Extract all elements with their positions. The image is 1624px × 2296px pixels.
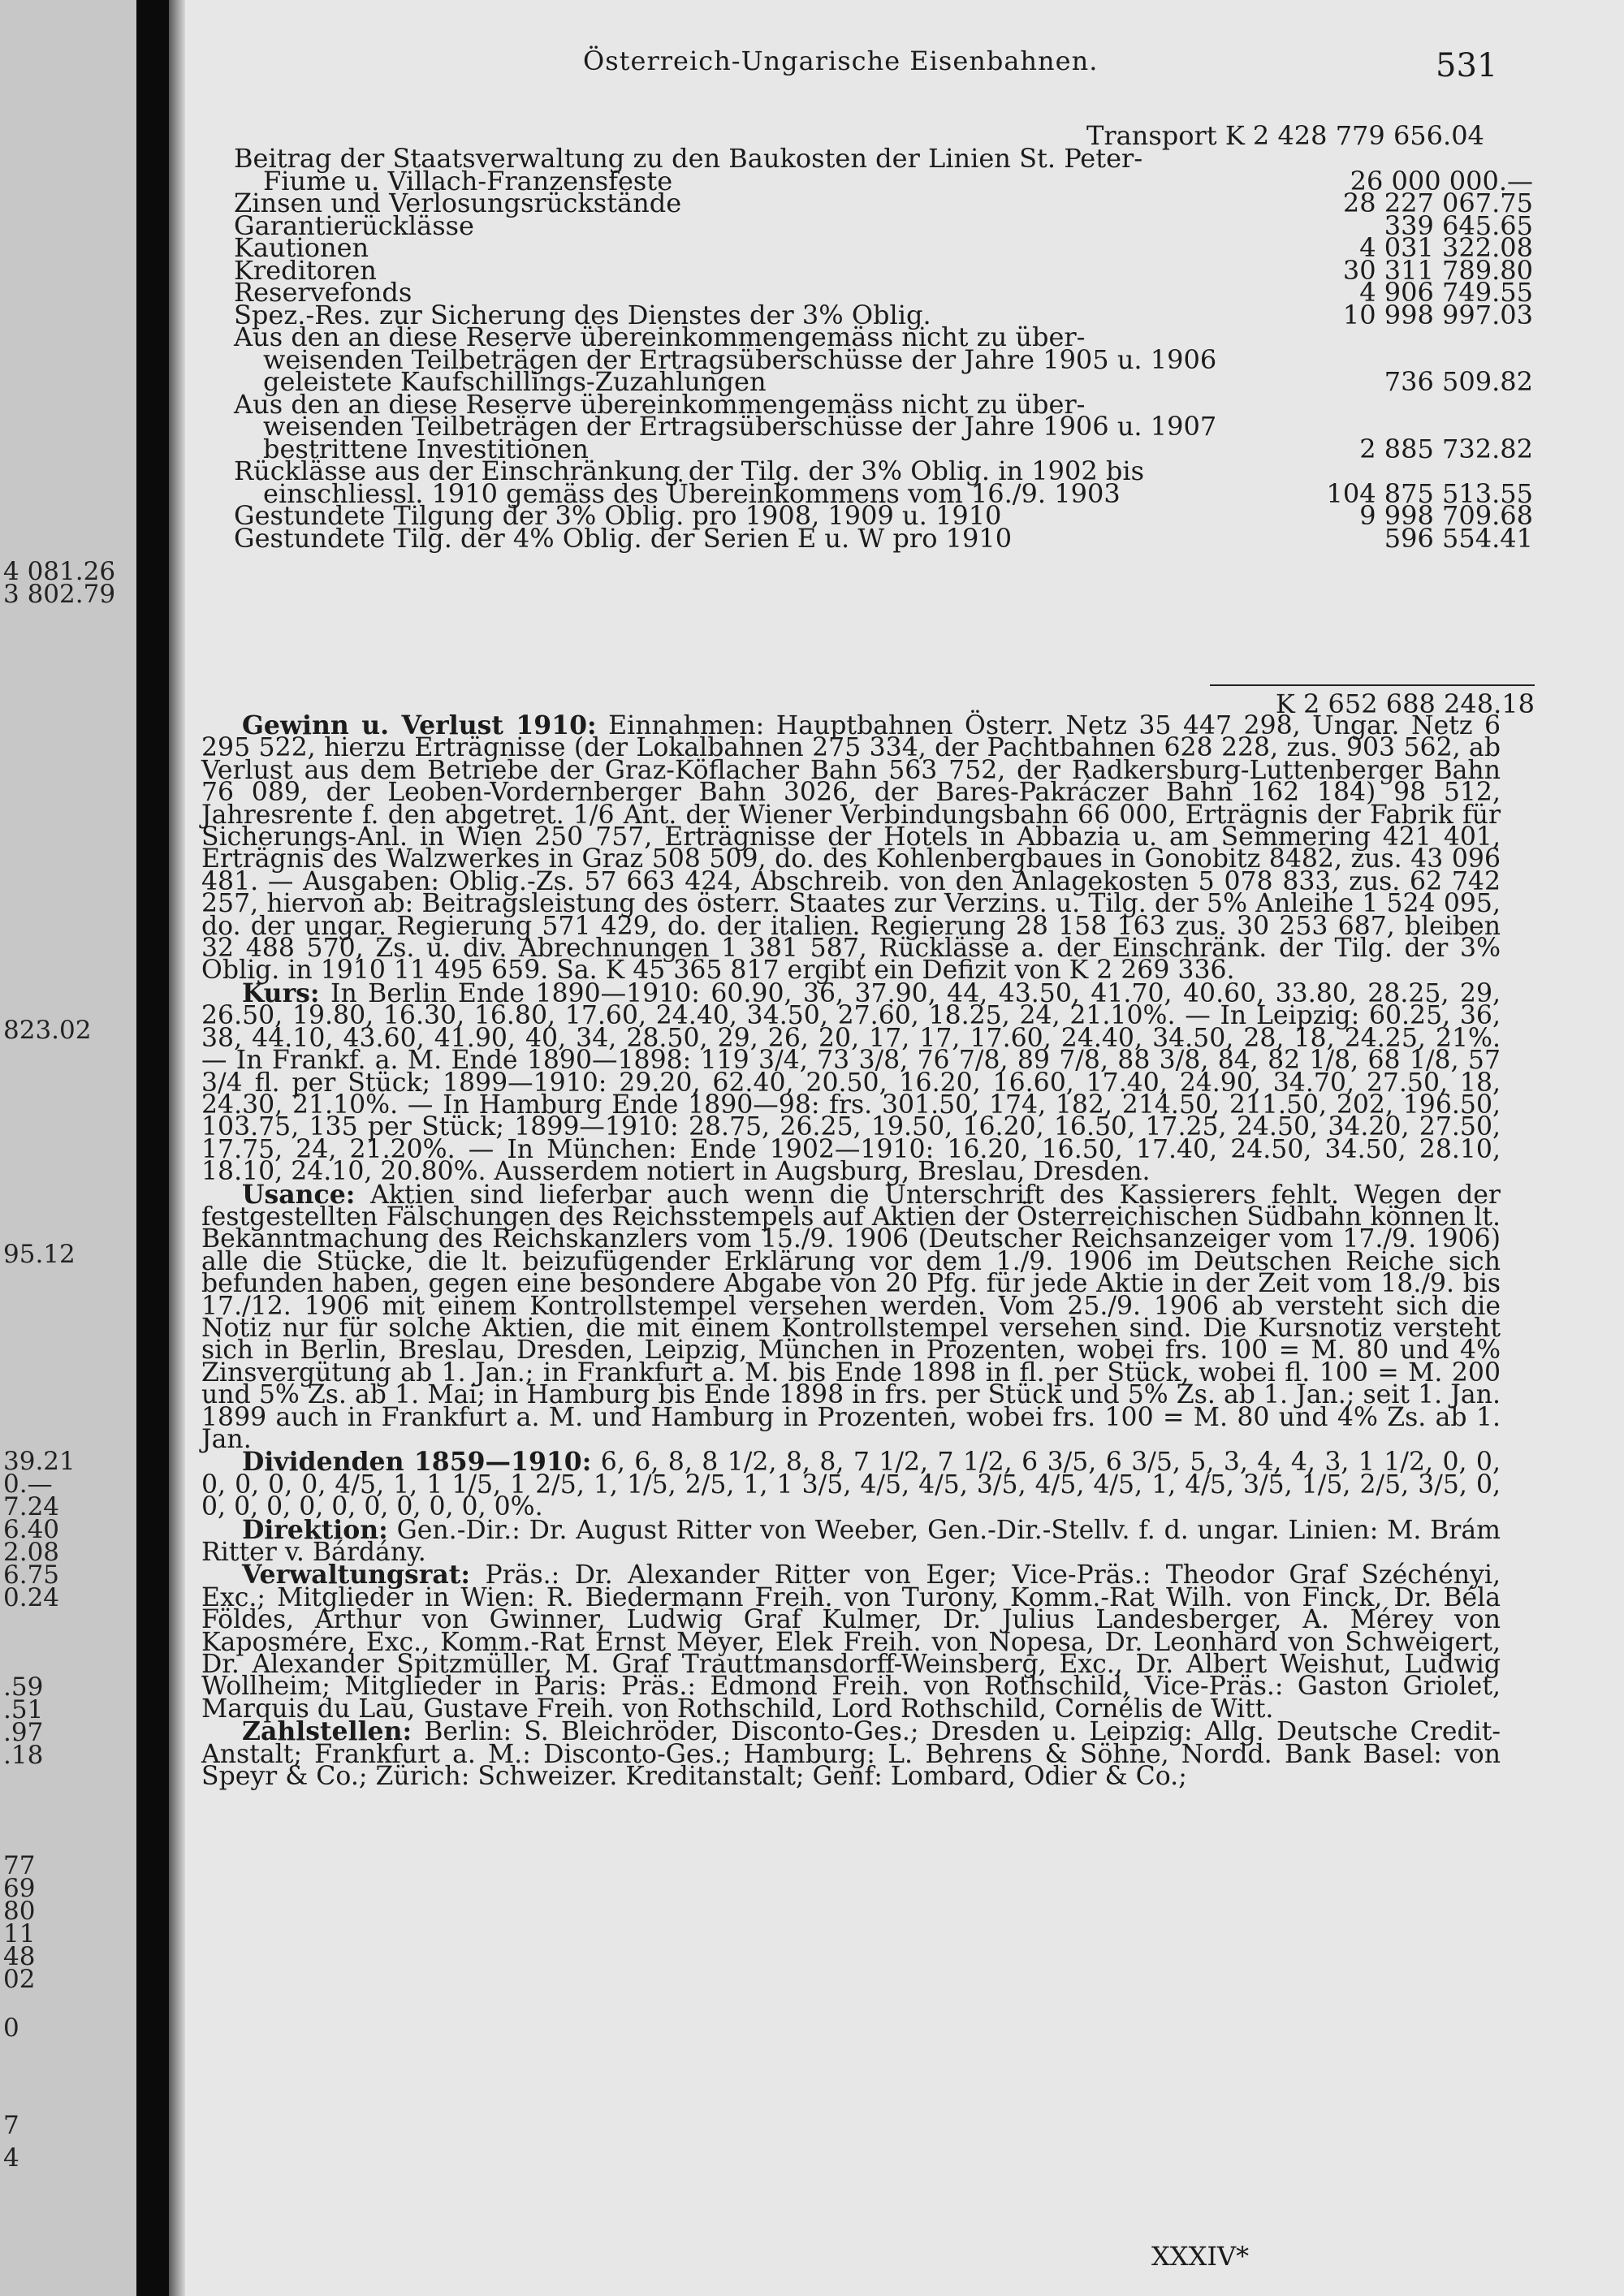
ledger-amount: 9 998 709.68 [1359, 500, 1533, 531]
adjacent-page-number: 11 [3, 1919, 36, 1949]
running-title: Österreich-Ungarische Eisenbahnen. [583, 45, 1099, 76]
adjacent-page-number: .18 [3, 1741, 44, 1770]
ledger-label: Garantierücklässe [234, 209, 474, 241]
adjacent-page-number: 4 081.26 [3, 557, 116, 586]
balance-ledger [234, 143, 1533, 554]
zahlstellen-paragraph [201, 1716, 1501, 1792]
adjacent-page-number: .51 [3, 1695, 44, 1724]
ledger-label: Reservefonds [234, 277, 412, 308]
ledger-row [234, 522, 1533, 554]
adjacent-page-number: 80 [3, 1897, 36, 1926]
ledger-label: Rücklässe aus der Einschränkung der Tilg. der 3% Oblig. in 1902 bis [234, 455, 1144, 486]
adjacent-page-number: 69 [3, 1874, 36, 1903]
adjacent-page-number: 0 [3, 2013, 19, 2043]
ledger-label: weisenden Teilbeträgen der Ertragsüberschüsse der Jahre 1906 u. 1907 [263, 411, 1217, 442]
ledger-amount: 4 906 749.55 [1359, 277, 1533, 308]
ledger-amount: 104 875 513.55 [1326, 477, 1533, 509]
kurs-text: In Berlin Ende 1890—1910: 60.90, 36, 37.90, 44, 43.50, 41.70, 40.60, 33.80, 28.25, 29, 26.50, 19.80, 16.30, 16.80, 17.60, 24.40, 34.50, 27.60, 18.25, 24, 21.10%. — In Leipzig: 60.25, 36, 38, 44.10, 43.60, 41.90, 40, 34, 28.50, 29, 26, 20, 17, 17, 17.60, 24.40, 34.50, 28, 18, 24.25, 21%. — In Frankf. a. M. Ende 1890—1898: 119 3/4, 73 3/8, 76 7/8, 89 7/8, 88 3/8, 84, 82 1/8, 68 1/8, 57 3/4 fl. per Stück; 1899—1910: 29.20, 62.40, 20.50, 16.20, 16.60, 17.40, 24.90, 34.70, 27.50, 18, 24.30, 21.10%. — In Hamburg Ende 1890—98: frs. 301.50, 174, 182, 214.50, 211.50, 202, 196.50, 103.75, 135 per Stück; 1899—1910: 28.75, 26.25, 19.50, 16.20, 16.50, 17.25, 24.50, 34.20, 27.50, 17.75, 24, 21.20%. — In München: Ende 1902—1910: 16.20, 16.50, 17.40, 24.50, 34.50, 28.10, 18.10, 24.10, 20.80%. Ausserdem notiert in Augsburg, Breslau, Dresden. [201, 978, 1501, 1187]
company-entry-text [185, 710, 1501, 1792]
adjacent-page-number: .59 [3, 1672, 44, 1702]
ledger-label: Gestundete Tilg. der 4% Oblig. der Serien E u. W pro 1910 [234, 522, 1013, 554]
signature-mark: XXXIV* [1151, 2241, 1250, 2272]
ledger-amount: 30 311 789.80 [1342, 254, 1533, 286]
total-rule [1210, 684, 1535, 686]
gewinn-heading: Gewinn u. Verlust 1910: [242, 710, 597, 740]
ledger-label: Aus den an diese Reserve übereinkommengemäss nicht zu über- [234, 388, 1086, 420]
ledger-label: Beitrag der Staatsverwaltung zu den Baukosten der Linien St. Peter- [234, 143, 1143, 174]
verwaltungsrat-heading: Verwaltungsrat: [242, 1560, 470, 1590]
direktion-text: Gen.-Dir.: Dr. August Ritter von Weeber, Gen.-Dir.-Stellv. f. d. ungar. Linien: M. Brám Ritter v. Bárdány. [201, 1515, 1501, 1568]
adjacent-page-number: 77 [3, 1851, 36, 1880]
page-number: 531 [1436, 47, 1498, 84]
ledger-amount: 596 554.41 [1384, 522, 1533, 554]
ledger-total: K 2 652 688 248.18 [1275, 688, 1535, 719]
dividenden-paragraph [201, 1447, 1501, 1522]
adjacent-page-number: 4 [3, 2143, 19, 2173]
ledger-label: Gestundete Tilgung der 3% Oblig. pro 1908, 1909 u. 1910 [234, 500, 1002, 531]
dividenden-text: 6, 6, 8, 8 1/2, 8, 8, 7 1/2, 7 1/2, 6 3/5, 6 3/5, 5, 3, 4, 4, 3, 1 1/2, 0, 0, 0, 0, 0, 0, 4/5, 1, 1 1/5, 1 2/5, 1, 1/5, 2/5, 1, 1 3/5, 4/5, 4/5, 3/5, 4/5, 4/5, 1, 4/5, 3/5, 1/5, 2/5, 3/5, 0, 0, 0, 0, 0, 0, 0, 0, 0, 0, 0%. [201, 1448, 1501, 1522]
ledger-label: Spez.-Res. zur Sicherung des Dienstes der 3% Oblig. [234, 299, 931, 330]
transport-amount: Transport K 2 428 779 656.04 [1086, 120, 1484, 151]
ledger-row [234, 254, 1533, 286]
ledger-row [234, 232, 1533, 263]
gewinn-text: Einnahmen: Hauptbahnen Österr. Netz 35 447 298, Ungar. Netz 6 295 522, hierzu Erträgnisse (der Lokalbahnen 275 334, der Pachtbahnen 628 228, zus. 903 562, ab Verlust aus dem Betriebe der Graz-Köflacher Bahn 563 752, der Radkersburg-Luttenberger Bahn 76 089, der Leoben-Vordernberger Bahn 3026, der Bares-Pakráczer Bahn 162 184) 98 512, Jahresrente f. den abgetret. 1/6 Ant. der Wiener Verbindungsbahn 66 000, Erträgnis der Fabrik für Sicherungs-Anl. in Wien 250 757, Erträgnisse der Hotels in Abbazia u. am Semmering 421 401, Erträgnis des Walzwerkes in Graz 508 509, do. des Kohlenbergbaues in Gonobitz 8482, zus. 43 096 481. — Ausgaben: Oblig.-Zs. 57 663 424, Abschreib. von den Anlagekosten 5 078 833, zus. 62 742 257, hiervon ab: Beitragsleistung des österr. Staates zur Verzins. u. Tilg. der 5% Anleihe 1 524 095, do. der ungar. Regierung 571 429, do. der italien. Regierung 28 158 163 zus. 30 253 687, bleiben 32 488 570, Zs. u. div. Abrechnungen 1 381 587, Rücklässe a. der Einschränk. der Tilg. der 3% Oblig. in 1910 11 495 659. Sa. K 45 365 817 ergibt ein Defizit von K 2 269 336. [201, 711, 1501, 986]
gutter-shadow [169, 0, 185, 2296]
ledger-label: geleistete Kaufschillings-Zuzahlungen [263, 366, 767, 397]
adjacent-page-number: 2.08 [3, 1538, 60, 1567]
adjacent-page-number: 95.12 [3, 1240, 76, 1269]
ledger-amount: 2 885 732.82 [1359, 433, 1533, 464]
kurs-heading: Kurs: [242, 978, 320, 1008]
usance-paragraph [201, 1179, 1501, 1454]
adjacent-page-number: 7 [3, 2111, 19, 2140]
adjacent-page-margin [0, 0, 136, 2296]
ledger-label: Zinsen und Verlosungsrückstände [234, 188, 682, 218]
ledger-label: Kreditoren [234, 254, 377, 286]
adjacent-page-number: 6.40 [3, 1515, 60, 1544]
adjacent-page-number: 823.02 [3, 1016, 92, 1045]
direktion-paragraph [201, 1514, 1501, 1568]
ledger-amount: 26 000 000.— [1350, 165, 1533, 196]
ledger-amount: 10 998 997.03 [1342, 299, 1533, 330]
adjacent-page-number: 39.21 [3, 1447, 76, 1476]
adjacent-page-number: 3 802.79 [3, 580, 116, 609]
book-gutter [136, 0, 169, 2296]
adjacent-page-number: 48 [3, 1942, 36, 1971]
book-page [185, 0, 1624, 2296]
adjacent-page-number: 0.24 [3, 1583, 60, 1612]
adjacent-page-number: 6.75 [3, 1560, 60, 1590]
ledger-amount: 28 227 067.75 [1342, 188, 1533, 218]
ledger-label: weisenden Teilbeträgen der Ertragsüberschüsse der Jahre 1905 u. 1906 [263, 343, 1217, 375]
zahlstellen-heading: Zahlstellen: [242, 1716, 412, 1747]
kurs-paragraph [201, 978, 1501, 1187]
verwaltungsrat-paragraph [201, 1560, 1501, 1724]
ledger-amount: 736 509.82 [1384, 366, 1533, 397]
gewinn-paragraph [201, 710, 1501, 986]
ledger-amount: 339 645.65 [1384, 209, 1533, 241]
adjacent-page-number: .97 [3, 1718, 44, 1747]
adjacent-page-number: 7.24 [3, 1492, 60, 1521]
ledger-row [234, 209, 1533, 241]
zahlstellen-text: Berlin: S. Bleichröder, Disconto-Ges.; Dresden u. Leipzig: Allg. Deutsche Credit-Anstalt; Frankfurt a. M.: Disconto-Ges.; Hamburg: L. Behrens & Söhne, Nordd. Bank Basel: von Speyr & Co.; Zürich: Schweizer. Kreditanstalt; Genf: Lombard, Odier & Co.; [201, 1717, 1501, 1792]
ledger-label: bestrittene Investitionen [263, 433, 589, 464]
ledger-label: Aus den an diese Reserve übereinkommengemäss nicht zu über- [234, 322, 1086, 352]
ledger-amount: 4 031 322.08 [1359, 232, 1533, 263]
direktion-heading: Direktion: [242, 1514, 388, 1545]
dividenden-heading: Dividenden 1859—1910: [242, 1447, 592, 1478]
usance-text: Aktien sind lieferbar auch wenn die Unterschrift des Kassierers fehlt. Wegen der festgestellten Fälschungen des Reichsstempels auf Aktien der Österreichischen Südbahn können lt. Bekanntmachung des Reichskanzlers vom 15./9. 1906 (Deutscher Reichsanzeiger vom 17./9. 1906) alle die Stücke, die lt. beizufügender Erklärung vor dem 1./9. 1906 im Deutschen Reiche sich befunden haben, gegen eine besondere Abgabe von 20 Pfg. für jede Aktie in der Zeit vom 18./9. bis 17./12. 1906 mit einem Kontrollstempel versehen werden. Vom 25./9. 1906 ab versteht sich die Notiz nur für solche Aktien, die mit einem Kontrollstempel versehen sind. Die Kursnotiz versteht sich in Berlin, Breslau, Dresden, Leipzig, München in Prozenten, wobei frs. 100 = M. 80 und 4% Zinsvergütung ab 1. Jan.; in Frankfurt a. M. bis Ende 1898 in fl. per Stück, wobei fl. 100 = M. 200 und 5% Zs. ab 1. Mai; in Hamburg bis Ende 1898 in frs. per Stück und 5% Zs. ab 1. Jan.; seit 1. Jan. 1899 auch in Frankfurt a. M. und Hamburg in Prozenten, wobei frs. 100 = M. 80 und 4% Zs. ab 1. Jan. [201, 1180, 1501, 1454]
verwaltungsrat-text: Präs.: Dr. Alexander Ritter von Eger; Vice-Präs.: Theodor Graf Széchényi, Exc.; Mitglieder in Wien: R. Biedermann Freih. von Turony, Komm.-Rat Wilh. von Finck, Dr. Béla Földes, Arthur von Gwinner, Ludwig Graf Kulmer, Dr. Julius Landesberger, A. Mérey von Kaposmére, Exc., Komm.-Rat Ernst Meyer, Elek Freih. von Nopesa, Dr. Leonhard von Schweigert, Dr. Alexander Spitzmüller, M. Graf Trauttmansdorff-Weinsberg, Exc., Dr. Albert Weishut, Ludwig Wollheim; Mitglieder in Paris: Präs.: Edmond Freih. von Rothschild, Vice-Präs.: Gaston Griolet, Marquis du Lau, Gustave Freih. von Rothschild, Lord Rothschild, Cornélis de Witt. [201, 1560, 1501, 1724]
adjacent-page-number: 02 [3, 1965, 36, 1994]
usance-heading: Usance: [242, 1179, 356, 1210]
ledger-label: Kautionen [234, 232, 369, 263]
ledger-label: einschliessl. 1910 gemäss des Übereinkommens vom 16./9. 1903 [263, 477, 1121, 509]
ledger-label: Fiume u. Villach-Franzensfeste [263, 165, 673, 196]
adjacent-page-number: 0.— [3, 1470, 53, 1499]
